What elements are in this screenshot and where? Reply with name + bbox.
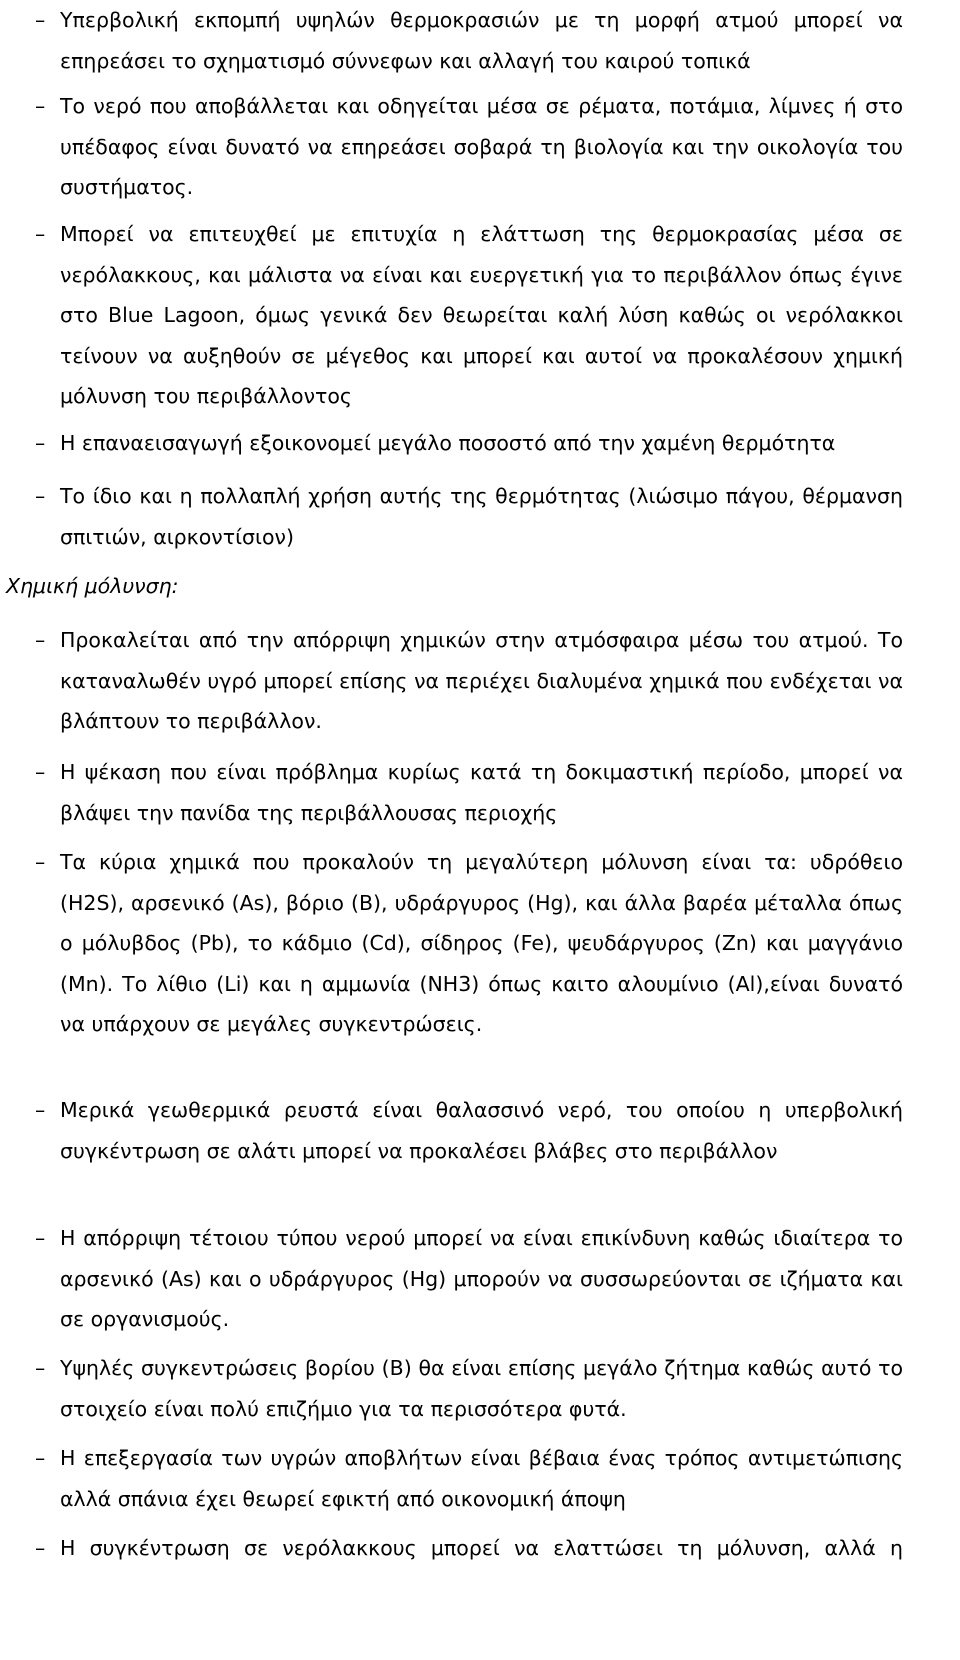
bullet-dash: –	[35, 1226, 46, 1250]
bullet-dash: –	[35, 760, 46, 784]
list-item	[35, 1528, 903, 1569]
list-item	[35, 1090, 903, 1171]
list-item-text: Το ίδιο και η πολλαπλή χρήση αυτής της θερμότητας (λιώσιμο πάγου, θέρμανση σπιτιών, αιρκοντίσιον)	[60, 484, 903, 549]
list-item	[35, 1438, 903, 1519]
bullet-dash: –	[35, 1446, 46, 1470]
list-item	[35, 86, 903, 208]
list-item	[35, 620, 903, 742]
list-item-text: Υψηλές συγκεντρώσεις βορίου (B) θα είναι επίσης μεγάλο ζήτημα καθώς αυτό το στοιχείο είναι πολύ επιζήμιο για τα περισσότερα φυτά.	[60, 1356, 903, 1421]
list-item-text: Προκαλείται από την απόρριψη χημικών στην ατμόσφαιρα μέσω του ατμού. Το καταναλωθέν υγρό μπορεί επίσης να περιέχει διαλυμένα χημικά που ενδέχεται να βλάπτουν το περιβάλλον.	[60, 628, 903, 733]
section-heading: Χημική μόλυνση:	[6, 574, 179, 598]
list-item	[35, 423, 903, 464]
bullet-dash: –	[35, 1098, 46, 1122]
list-item-text: Η απόρριψη τέτοιου τύπου νερού μπορεί να είναι επικίνδυνη καθώς ιδιαίτερα το αρσενικό (As) και ο υδράργυρος (Hg) μπορούν να συσσωρεύονται σε ιζήματα και σε οργανισμούς.	[60, 1226, 903, 1331]
list-item-text: Η επαναεισαγωγή εξοικονομεί μεγάλο ποσοστό από την χαμένη θερμότητα	[60, 431, 836, 455]
list-item-text: Μερικά γεωθερμικά ρευστά είναι θαλασσινό νερό, του οποίου η υπερβολική συγκέντρωση σε αλάτι μπορεί να προκαλέσει βλάβες στο περιβάλλον	[60, 1098, 903, 1163]
list-item	[35, 1218, 903, 1340]
list-item	[35, 0, 903, 81]
list-item-text: Μπορεί να επιτευχθεί με επιτυχία η ελάττωση της θερμοκρασίας μέσα σε νερόλακκους, και μάλιστα να είναι και ευεργετική για το περιβάλλον όπως έγινε στο Blue Lagoon, όμως γενικά δεν θεωρείται καλή λύση καθώς οι νερόλακκοι τείνουν να αυξηθούν σε μέγεθος και μπορεί και αυτοί να προκαλέσουν χημική μόλυνση του περιβάλλοντος	[60, 222, 903, 408]
list-item	[35, 1348, 903, 1429]
list-item-text: Η συγκέντρωση σε νερόλακκους μπορεί να ελαττώσει τη μόλυνση, αλλά η	[60, 1536, 903, 1560]
list-item	[35, 214, 903, 417]
bullet-dash: –	[35, 94, 46, 118]
bullet-dash: –	[35, 8, 46, 32]
list-item	[35, 476, 903, 557]
bullet-dash: –	[35, 484, 46, 508]
list-item	[35, 842, 903, 1045]
list-item	[35, 752, 903, 833]
bullet-dash: –	[35, 431, 46, 455]
bullet-dash: –	[35, 850, 46, 874]
list-item-text: Υπερβολική εκπομπή υψηλών θερμοκρασιών με τη μορφή ατμού μπορεί να επηρεάσει το σχηματισμό σύννεφων και αλλαγή του καιρού τοπικά	[60, 8, 903, 73]
bullet-dash: –	[35, 628, 46, 652]
bullet-dash: –	[35, 222, 46, 246]
list-item-text: Η επεξεργασία των υγρών αποβλήτων είναι βέβαια ένας τρόπος αντιμετώπισης αλλά σπάνια έχει θεωρεί εφικτή από οικονομική άποψη	[60, 1446, 903, 1511]
list-item-text: Τα κύρια χημικά που προκαλούν τη μεγαλύτερη μόλυνση είναι τα: υδρόθειο (H2S), αρσενικό (As), βόριο (B), υδράργυρος (Hg), και άλλα βαρέα μέταλλα όπως ο μόλυβδος (Pb), το κάδμιο (Cd), σίδηρος (Fe), ψευδάργυρος (Zn) και μαγγάνιο (Mn). Το λίθιο (Li) και η αμμωνία (NH3) όπως καιτο αλουμίνιο (Al),είναι δυνατό να υπάρχουν σε μεγάλες συγκεντρώσεις.	[60, 850, 903, 1036]
list-item-text: Το νερό που αποβάλλεται και οδηγείται μέσα σε ρέματα, ποτάμια, λίμνες ή στο υπέδαφος είναι δυνατό να επηρεάσει σοβαρά τη βιολογία και την οικολογία του συστήματος.	[60, 94, 903, 199]
bullet-dash: –	[35, 1536, 46, 1560]
list-item-text: Η ψέκαση που είναι πρόβλημα κυρίως κατά τη δοκιμαστική περίοδο, μπορεί να βλάψει την πανίδα της περιβάλλουσας περιοχής	[60, 760, 903, 825]
bullet-dash: –	[35, 1356, 46, 1380]
